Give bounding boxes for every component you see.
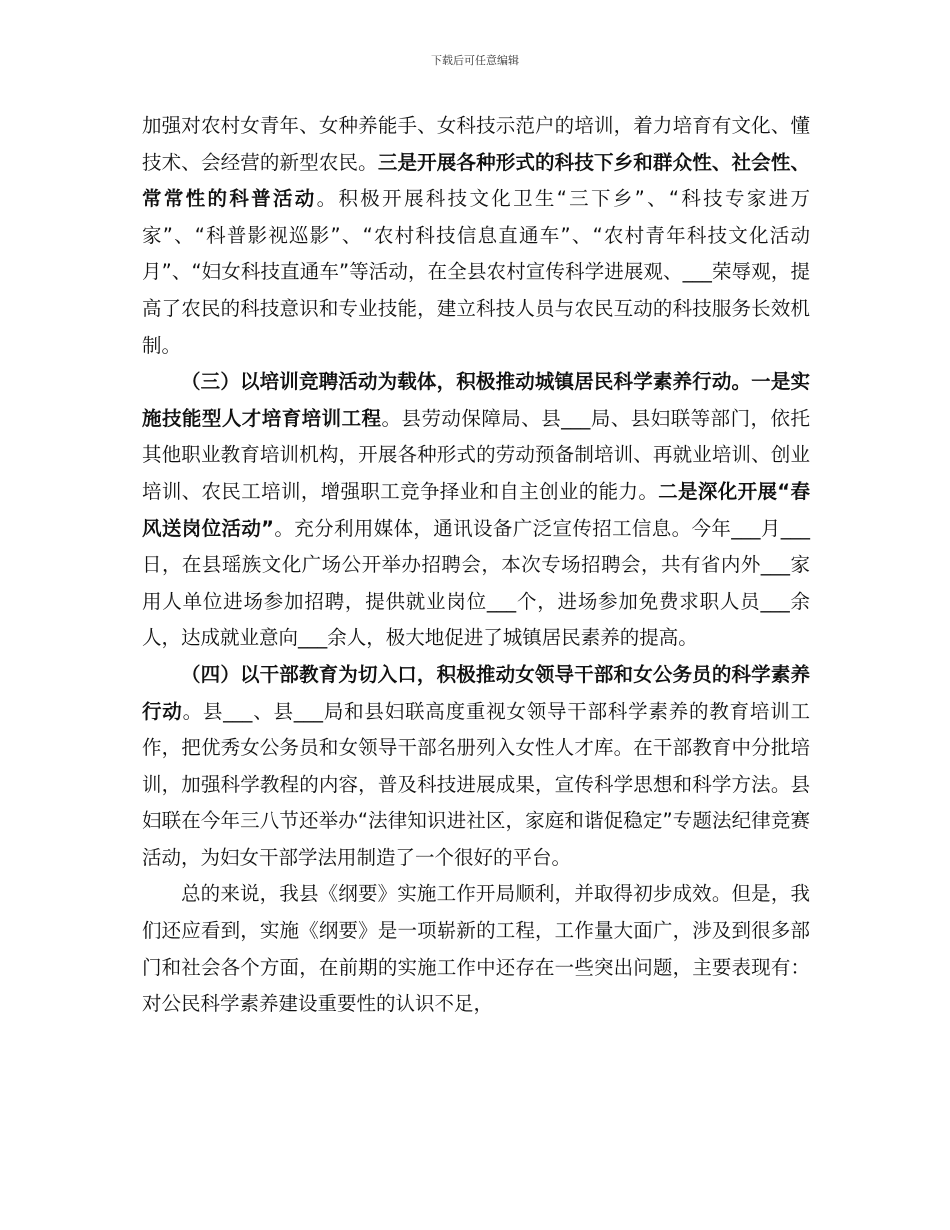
paragraph-2 xyxy=(142,364,810,657)
text-run: 加强对农村女青年、女种养能手、女科技示范户的培训，着力培育有文化、懂技术、会经营的新型农民。 xyxy=(142,114,810,174)
bold-text-run: （三）以培训竞聘活动为载体，积极推动城镇居民科学素养行动。一是实施技能型人才培育培训工程 xyxy=(142,370,810,430)
page-header: 下载后可任意编辑 xyxy=(431,54,519,67)
text-run: 。县劳动保障局、县___局、县妇联等部门，依托其他职业教育培训机构，开展各种形式的劳动预备制培训、再就业培训、创业培训、农民工培训，增强职工竞争择业和自主创业的能力。 xyxy=(142,406,810,503)
paragraph-4 xyxy=(142,876,810,1022)
document-body xyxy=(142,108,810,1023)
bold-text-run: （四）以干部教育为切入口，积极推动女领导干部和女公务员的科学素养行动 xyxy=(142,662,810,723)
bold-text-run: 二是深化开展“春风送岗位活动” xyxy=(142,479,810,540)
paragraph-3 xyxy=(142,657,810,877)
text-run: 。县___、县___局和县妇联高度重视女领导干部科学素养的教育培训工作，把优秀女公务员和女领导干部名册列入女性人才库。在干部教育中分批培训，加强科学教程的内容，普及科技进展成果，宣传科学思想和科学方法。县妇联在今年三八节还举办“法律知识进社区，家庭和谐促稳定”专题法纪律竞赛活动，为妇女干部学法用制造了一个很好的平台。 xyxy=(142,699,810,869)
bold-text-run: 三是开展各种形式的科技下乡和群众性、社会性、常常性的科普活动 xyxy=(142,150,810,211)
text-run: 总的来说，我县《纲要》实施工作开局顺利，并取得初步成效。但是，我们还应看到，实施《纲要》是一项崭新的工程，工作量大面广，涉及到很多部门和社会各个方面，在前期的实施工作中还存在一些突出问题，主要表现有：对公民科学素养建设重要性的认识不足， xyxy=(142,882,810,1016)
paragraph-1 xyxy=(142,108,810,364)
text-run: 。积极开展科技文化卫生“三下乡”、“科技专家进万家”、“科普影视巡影”、“农村科技信息直通车”、“农村青年科技文化活动月”、“妇女科技直通车”等活动，在全县农村宣传科学进展观、___荣辱观，提高了农民的科技意识和专业技能，建立科技人员与农民互动的科技服务长效机制。 xyxy=(142,187,810,357)
text-run: 。充分利用媒体，通讯设备广泛宣传招工信息。今年___月___日，在县瑶族文化广场公开举办招聘会，本次专场招聘会，共有省内外___家用人单位进场参加招聘，提供就业岗位___个，进场参加免费求职人员___余人，达成就业意向___余人，极大地促进了城镇居民素养的提高。 xyxy=(142,516,810,650)
